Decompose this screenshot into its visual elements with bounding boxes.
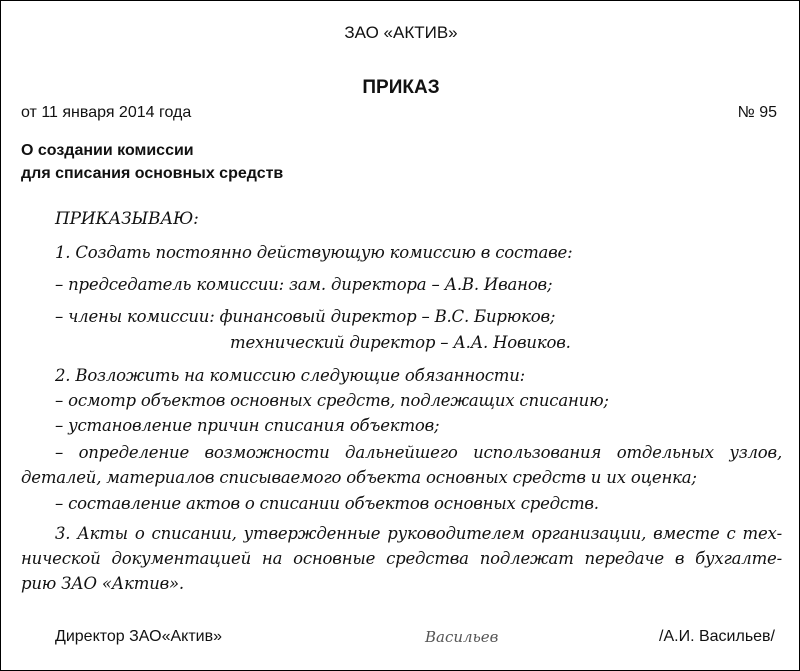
subject-line-2: для списания основных средств: [21, 165, 284, 182]
commission-members: – члены комиссии: финансовый директор – В.С. Бирюков;: [55, 307, 556, 326]
commission-members-2: технический директор – А.А. Новиков.: [230, 333, 571, 352]
duty-item: – установление причин списания объектов;: [55, 416, 440, 435]
commission-chair: – председатель комиссии: зам. директора – А.В. Иванов;: [55, 275, 553, 294]
duty-item: – определение возможности дальнейшего использования отдельных узлов,: [55, 443, 782, 462]
subject-line-1: О создании комиссии: [21, 142, 194, 159]
paragraph-3-line-2: нической документацией на основные средства подлежат передаче в бухгалте-: [21, 549, 782, 568]
paragraph-1: 1. Создать постоянно действующую комиссию в составе:: [55, 243, 573, 262]
duty-item-continued: деталей, материалов списываемого объекта основных средств и их оценка;: [21, 468, 697, 487]
order-word: ПРИКАЗЫВАЮ:: [55, 209, 199, 229]
document-title: ПРИКАЗ: [362, 77, 440, 98]
signatory-position: Директор ЗАО«Актив»: [55, 628, 222, 645]
signatory-name: /А.И. Васильев/: [659, 628, 775, 645]
order-date: от 11 января 2014 года: [21, 104, 192, 121]
duty-item: – составление актов о списании объектов основных средств.: [55, 494, 599, 513]
organization-name: ЗАО «АКТИВ»: [344, 23, 458, 42]
order-number: № 95: [737, 104, 777, 121]
duty-item: – осмотр объектов основных средств, подлежащих списанию;: [55, 391, 609, 410]
paragraph-3-line-3: рию ЗАО «Актив».: [21, 574, 184, 593]
paragraph-3: 3. Акты о списании, утвержденные руководителем организации, вместе с тех-: [55, 524, 782, 543]
handwritten-signature: Васильев: [425, 628, 499, 646]
paragraph-2: 2. Возложить на комиссию следующие обязанности:: [55, 366, 525, 385]
